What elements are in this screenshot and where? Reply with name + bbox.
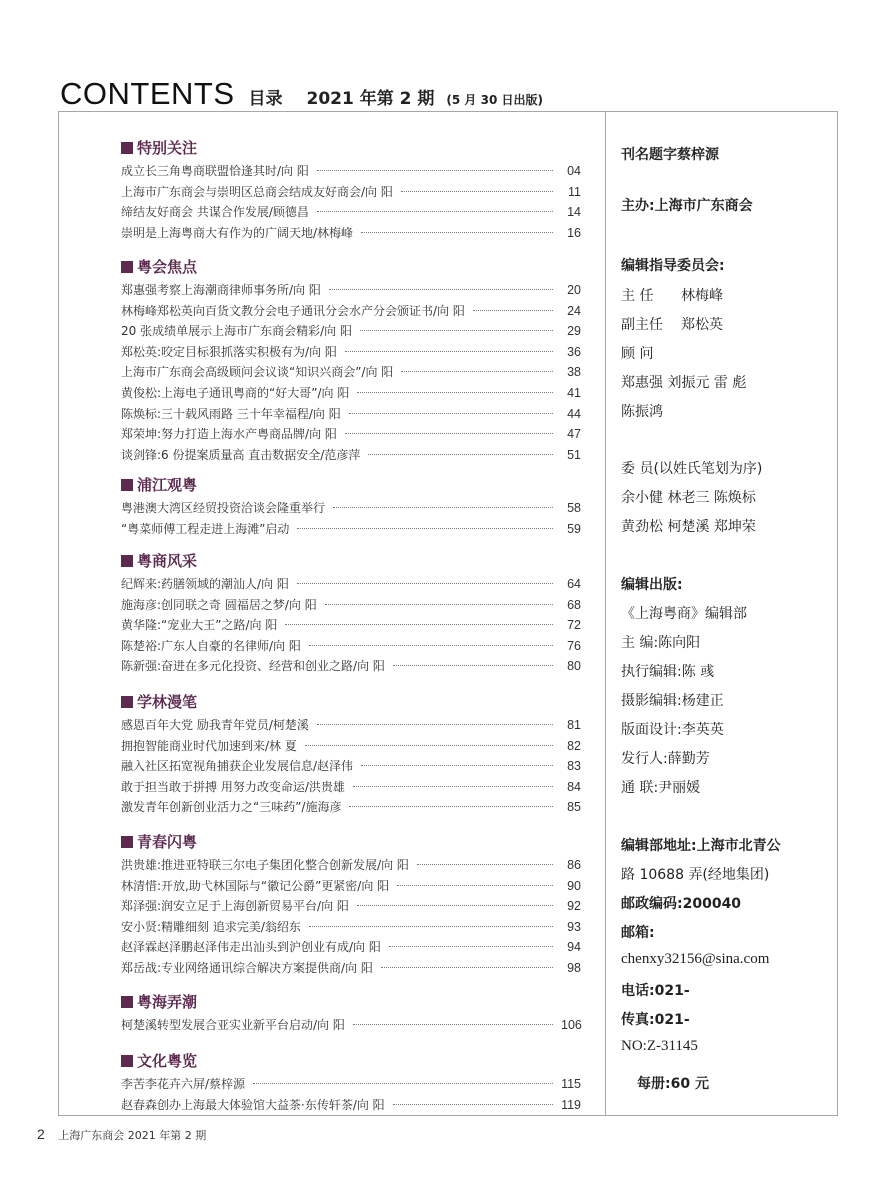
deputy-line [621, 314, 723, 334]
entry-title: 缔结友好商会 共谋合作发展/顾德昌 [121, 205, 309, 220]
members-label: 委 员(以姓氏笔划为序) [621, 461, 763, 477]
committee-title: 编辑指导委员会: [621, 258, 725, 274]
toc-entry[interactable] [121, 736, 581, 757]
liaison-label: 通 联: [621, 780, 659, 796]
members-line-2: 黄劲松 柯楚溪 郑坤荣 [621, 519, 756, 535]
toc-entry[interactable] [121, 595, 581, 616]
dot-leader [360, 330, 553, 331]
toc-entry[interactable] [121, 202, 581, 223]
entry-page-number: 72 [567, 618, 581, 633]
layout-design-name: 李英英 [681, 722, 724, 738]
section-title-text: 学林漫笔 [137, 693, 198, 711]
entry-page-number: 81 [567, 718, 581, 732]
toc-entry[interactable] [121, 937, 581, 958]
phone: 电话:021- [621, 983, 690, 999]
entry-title: 上海市广东商会与崇明区总商会结成友好商会/向 阳 [121, 184, 393, 199]
liaison-line [621, 777, 700, 797]
dot-leader [317, 170, 553, 171]
entry-page-number: 98 [567, 960, 581, 975]
entry-title: 林清惜:开放,助弋林国际与“徽记公爵”更紧密/向 阳 [121, 878, 390, 893]
entry-page-number: 82 [567, 738, 581, 753]
toc-entry[interactable] [121, 777, 581, 798]
toc-entry[interactable] [121, 424, 581, 445]
exec-editor-line [621, 661, 714, 681]
price: 每册:60 元 [637, 1076, 709, 1092]
toc-entry[interactable] [121, 383, 581, 404]
toc-entry[interactable] [121, 574, 581, 595]
entry-title: 赵春森创办上海最大体验馆大益茶·东传轩茶/向 阳 [121, 1097, 385, 1112]
entry-page-number: 115 [561, 1077, 581, 1091]
dot-leader [401, 371, 553, 372]
registration-number: NO:Z-31145 [621, 1038, 698, 1054]
address-line-1: 编辑部地址:上海市北青公 [621, 838, 781, 854]
entry-title: 洪贵雄:推进亚特联三尔电子集团化整合创新发展/向 阳 [121, 858, 409, 872]
entry-title: 陈楚裕:广东人自豪的名律师/向 阳 [121, 638, 301, 653]
issuer-label: 发行人: [621, 751, 668, 767]
section-title-text: 文化粤览 [137, 1052, 198, 1070]
entry-title: 赵泽霖赵泽鹏赵泽伟走出汕头到沪创业有成/向 阳 [121, 940, 381, 955]
section-title [121, 257, 581, 277]
entry-page-number: 41 [567, 385, 581, 400]
section-title [121, 1051, 581, 1071]
publisher-title: 编辑出版: [621, 577, 683, 593]
section-title-text: 粤会焦点 [137, 258, 198, 276]
section-square-icon [121, 142, 133, 154]
dot-leader [353, 786, 553, 787]
toc-entry[interactable] [121, 342, 581, 363]
entry-title: 融入社区拓宽视角捕获企业发展信息/赵泽伟 [121, 759, 354, 774]
toc-entry[interactable] [121, 404, 581, 425]
section-title-text: 青春闪粤 [137, 833, 198, 851]
toc-entry[interactable] [121, 519, 581, 540]
deputy-label: 副主任 [621, 317, 663, 333]
sponsor: 主办:上海市广东商会 [621, 198, 753, 214]
toc-entry[interactable] [121, 1015, 581, 1036]
dot-leader [305, 745, 553, 746]
toc-section [121, 475, 581, 539]
entry-title: 郑荣坤:努力打造上海水产粤商品牌/向 阳 [121, 427, 337, 442]
entry-title: 柯楚溪转型发展合亚实业新平台启动/向 阳 [121, 1018, 345, 1032]
entry-page-number: 47 [567, 427, 581, 442]
entry-title: 崇明是上海粤商大有作为的广阔天地/林梅峰 [121, 225, 354, 240]
entry-page-number: 51 [567, 447, 581, 462]
entry-title: 粤港澳大湾区经贸投资洽谈会隆重举行 [121, 501, 326, 515]
dot-leader [297, 583, 553, 584]
entry-title: 李苦李花卉六屏/蔡梓源 [121, 1077, 246, 1091]
toc-section [121, 257, 581, 465]
toc-entry[interactable] [121, 445, 581, 466]
toc-entry[interactable] [121, 876, 581, 897]
toc-entry[interactable] [121, 917, 581, 938]
dot-leader [297, 528, 553, 529]
entry-title: 谈剑锋:6 份提案质量高 直击数据安全/范彦萍 [121, 447, 361, 462]
entry-page-number: 64 [567, 577, 581, 591]
toc-entry[interactable] [121, 321, 581, 342]
page-footer [37, 1126, 206, 1143]
entry-title: 黄华隆:“宠业大王”之路/向 阳 [121, 618, 278, 633]
dot-leader [397, 885, 553, 886]
section-square-icon [121, 696, 133, 708]
toc-entry[interactable] [121, 615, 581, 636]
toc-entry[interactable] [121, 362, 581, 383]
dot-leader [325, 604, 553, 605]
dot-leader [353, 1024, 553, 1025]
dot-leader [357, 392, 553, 393]
entry-page-number: 38 [567, 365, 581, 380]
dot-leader [317, 211, 553, 212]
entry-page-number: 44 [567, 406, 581, 421]
toc-entry[interactable] [121, 301, 581, 322]
entry-page-number: 20 [567, 283, 581, 297]
section-title-text: 浦江观粤 [137, 476, 198, 494]
section-title [121, 692, 581, 712]
dot-leader [253, 1083, 553, 1084]
section-square-icon [121, 555, 133, 567]
toc-entry[interactable] [121, 958, 581, 979]
issuer-name: 薛勤芳 [667, 751, 710, 767]
dot-leader [361, 765, 553, 766]
dot-leader [345, 351, 553, 352]
entry-page-number: 68 [567, 597, 581, 612]
calligraphy-credit: 刊名题字蔡梓源 [621, 147, 719, 163]
toc-entry[interactable] [121, 1074, 581, 1095]
exec-editor-label: 执行编辑: [621, 664, 682, 680]
email-label: 邮箱: [621, 925, 655, 941]
entry-title: 成立长三角粤商联盟恰逢其时/向 阳 [121, 164, 309, 178]
toc-entry[interactable] [121, 756, 581, 777]
liaison-name: 尹丽媛 [658, 780, 701, 796]
entry-page-number: 14 [567, 205, 581, 220]
toc-entry[interactable] [121, 636, 581, 657]
section-title [121, 992, 581, 1012]
editorial-dept: 《上海粤商》编辑部 [621, 606, 747, 622]
entry-page-number: 84 [567, 779, 581, 794]
toc-section [121, 551, 581, 677]
dot-leader [349, 806, 553, 807]
section-square-icon [121, 836, 133, 848]
section-title [121, 475, 581, 495]
dot-leader [368, 454, 553, 455]
section-title [121, 551, 581, 571]
dot-leader [401, 191, 553, 192]
dot-leader [309, 926, 553, 927]
issuer-line [621, 748, 710, 768]
entry-title: 敢于担当敢于拼搏 用努力改变命运/洪贵雄 [121, 779, 345, 794]
entry-title: 拥抱智能商业时代加速到来/林 夏 [121, 738, 297, 753]
entry-page-number: 29 [567, 324, 581, 339]
dot-leader [473, 310, 553, 311]
fax: 传真:021- [621, 1012, 690, 1028]
publish-date: (5 月 30 日出版) [446, 93, 543, 107]
chief-editor-name: 陈向阳 [658, 635, 701, 651]
mulu-label: 目录 [248, 89, 283, 109]
toc-entry[interactable] [121, 161, 581, 182]
photo-editor-name: 杨建正 [681, 693, 724, 709]
footer-text: 上海广东商会 2021 年第 2 期 [58, 1129, 207, 1142]
section-title-text: 粤商风采 [137, 552, 198, 570]
dot-leader [389, 946, 553, 947]
entry-title: 安小贤:精雕细刻 追求完美/翁绍东 [121, 919, 301, 934]
entry-title: 郑松英:咬定目标狠抓落实积极有为/向 阳 [121, 344, 337, 359]
entry-title: 陈焕标:三十载风雨路 三十年幸福程/向 阳 [121, 406, 341, 421]
issue-label: 2021 年第 2 期 [306, 89, 435, 109]
photo-editor-line [621, 690, 724, 710]
entry-page-number: 86 [567, 858, 581, 872]
contents-title: CONTENTS [60, 76, 235, 111]
director-line [621, 285, 723, 305]
chief-editor-label: 主 编: [621, 635, 659, 651]
dot-leader [361, 232, 553, 233]
entry-title: 20 张成绩单展示上海市广东商会精彩/向 阳 [121, 324, 352, 339]
entry-page-number: 119 [561, 1097, 581, 1112]
section-square-icon [121, 996, 133, 1008]
layout-design-line [621, 719, 724, 739]
toc-section [121, 832, 581, 979]
dot-leader [317, 724, 553, 725]
dot-leader [417, 864, 553, 865]
dot-leader [329, 289, 553, 290]
photo-editor-label: 摄影编辑: [621, 693, 682, 709]
toc-entry[interactable] [121, 797, 581, 818]
advisors-line-2: 陈振鸿 [621, 404, 663, 420]
entry-page-number: 83 [567, 759, 581, 774]
toc-section [121, 692, 581, 818]
deputy-name: 郑松英 [681, 317, 723, 333]
email-address: chenxy32156@sina.com [621, 951, 770, 967]
entry-title: 林梅峰郑松英向百货文教分会电子通讯分会水产分会颁证书/向 阳 [121, 303, 465, 318]
toc-entry[interactable] [121, 656, 581, 677]
column-divider [605, 111, 606, 1116]
dot-leader [393, 665, 553, 666]
dot-leader [349, 413, 553, 414]
entry-page-number: 59 [567, 521, 581, 536]
entry-title: 施海彦:创同联之奇 圆福居之梦/向 阳 [121, 597, 317, 612]
entry-page-number: 24 [567, 303, 581, 318]
entry-title: 郑惠强考察上海潮商律师事务所/向 阳 [121, 283, 321, 297]
toc-entry[interactable] [121, 855, 581, 876]
exec-editor-name: 陈 彧 [681, 664, 715, 680]
toc-entry[interactable] [121, 182, 581, 203]
toc-entry[interactable] [121, 223, 581, 244]
section-title-text: 粤海弄潮 [137, 993, 198, 1011]
toc-entry[interactable] [121, 896, 581, 917]
layout-design-label: 版面设计: [621, 722, 682, 738]
toc-entry[interactable] [121, 1095, 581, 1116]
toc-section [121, 1051, 581, 1115]
director-name: 林梅峰 [681, 288, 723, 304]
director-label: 主 任 [621, 288, 654, 304]
section-square-icon [121, 261, 133, 273]
chief-editor-line [621, 632, 700, 652]
address-line-2: 路 10688 弄(经地集团) [621, 867, 770, 883]
entry-title: 郑岳战:专业网络通讯综合解决方案提供商/向 阳 [121, 960, 373, 975]
dot-leader [357, 905, 553, 906]
entry-page-number: 90 [567, 878, 581, 893]
dot-leader [309, 645, 553, 646]
entry-page-number: 94 [567, 940, 581, 955]
toc-entry[interactable] [121, 715, 581, 736]
page-number: 2 [37, 1126, 45, 1142]
entry-page-number: 04 [567, 164, 581, 178]
advisors-line-1: 郑惠强 刘振元 雷 彪 [621, 375, 747, 391]
entry-page-number: 36 [567, 344, 581, 359]
section-title-text: 特别关注 [137, 139, 198, 157]
entry-title: 感恩百年大党 励我青年党员/柯楚溪 [121, 718, 309, 732]
entry-page-number: 85 [567, 800, 581, 815]
entry-page-number: 16 [567, 225, 581, 240]
section-square-icon [121, 479, 133, 491]
entry-title: 陈新强:奋进在多元化投资、经营和创业之路/向 阳 [121, 659, 385, 674]
dot-leader [333, 507, 553, 508]
toc-entry[interactable] [121, 498, 581, 519]
entry-title: 纪辉来:药膳领域的潮汕人/向 阳 [121, 577, 289, 591]
section-title [121, 138, 581, 158]
dot-leader [345, 433, 553, 434]
advisor-label: 顾 问 [621, 346, 654, 362]
entry-title: 黄俊松:上海电子通讯粤商的“好大哥”/向 阳 [121, 385, 350, 400]
section-title [121, 832, 581, 852]
entry-page-number: 92 [567, 899, 581, 914]
section-square-icon [121, 1055, 133, 1067]
entry-page-number: 80 [567, 659, 581, 674]
entry-page-number: 11 [568, 184, 581, 199]
entry-page-number: 76 [567, 638, 581, 653]
postcode: 邮政编码:200040 [621, 896, 742, 912]
entry-page-number: 58 [567, 501, 581, 515]
toc-section [121, 992, 581, 1036]
entry-title: “粤菜师傅工程走进上海滩”启动 [121, 521, 290, 536]
entry-title: 激发青年创新创业活力之“三味药”/施海彦 [121, 800, 342, 815]
toc-entry[interactable] [121, 280, 581, 301]
entry-title: 上海市广东商会高级顾问会议谈“知识兴商会”/向 阳 [121, 365, 394, 380]
dot-leader [285, 624, 553, 625]
members-line-1: 余小健 林老三 陈焕标 [621, 490, 756, 506]
dot-leader [393, 1104, 553, 1105]
contents-header [60, 76, 543, 110]
entry-title: 郑泽强:润安立足于上海创新贸易平台/向 阳 [121, 899, 349, 914]
dot-leader [381, 967, 553, 968]
toc-section [121, 138, 581, 243]
entry-page-number: 93 [567, 919, 581, 934]
entry-page-number: 106 [561, 1018, 582, 1032]
